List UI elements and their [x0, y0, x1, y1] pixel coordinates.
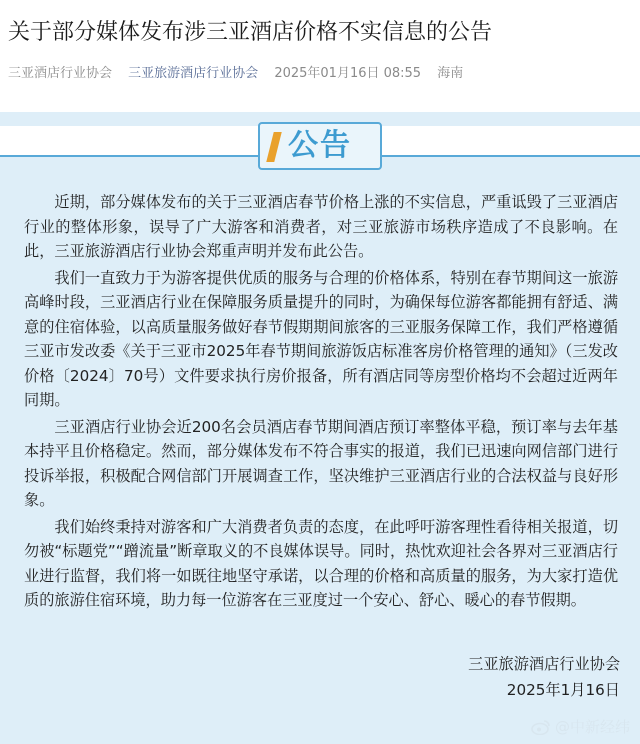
weibo-icon: [531, 719, 551, 735]
source-name[interactable]: 三亚酒店行业协会: [8, 66, 113, 81]
watermark: [531, 716, 630, 737]
paragraph-4: 我们始终秉持对游客和广大消费者负责的态度，在此呼吁游客理性看待相关报道，切勿被“标题党”“蹭流量”断章取义的不良媒体误导。同时，热忱欢迎社会各界对三亚酒店行业进行监督，我们将一如既往地坚守承诺，以合理的价格和高质量的服务，为大家打造优质的旅游住宿环境，助力每一位游客在三亚度过一个安心、舒心、暖心的春节假期。: [24, 517, 618, 609]
banner-rule-right: [382, 155, 640, 157]
publish-datetime: 2025年01月16日 08:55: [274, 66, 422, 81]
paragraph-1: 近期，部分媒体发布的关于三亚酒店春节价格上涨的不实信息，严重诋毁了三亚酒店行业的整体形象，误导了广大游客和消费者，对三亚旅游市场秩序造成了不良影响。在此，三亚旅游酒店行业协会郑重声明并发布此公告。: [24, 193, 618, 260]
banner-label: 公告: [288, 128, 352, 163]
article-meta: [8, 62, 475, 81]
banner-rule-left: [0, 155, 258, 157]
watermark-text: @中新经纬: [554, 718, 630, 736]
notice-banner: [258, 122, 382, 170]
signature-date: 2025年1月16日: [506, 681, 620, 699]
signature-org: 三亚旅游酒店行业协会: [468, 655, 620, 673]
article-title: 关于部分媒体发布涉三亚酒店价格不实信息的公告: [8, 20, 493, 45]
notice-body: [24, 190, 618, 615]
publish-location: 海南: [437, 66, 464, 81]
paragraph-2: 我们一直致力于为游客提供优质的服务与合理的价格体系，特别在春节期间这一旅游高峰时段，三亚酒店行业在保障服务质量提升的同时，为确保每位游客都能拥有舒适、满意的住宿体验，以高质量服务做好春节假期期间旅客的三亚服务保障工作，我们严格遵循三亚市发改委《关于三亚市2025年春节期间旅游饭店标准客房价格管理的通知》（三发改价格〔2024〕70号）文件要求执行房价报备，所有酒店同等房型价格均不会超过近两年同期。: [24, 268, 618, 409]
paragraph-3: 三亚酒店行业协会近200名会员酒店春节期间酒店预订率整体平稳，预订率与去年基本持平且价格稳定。然而，部分媒体发布不符合事实的报道，我们已迅速向网信部门进行投诉举报，积极配合网信部门开展调查工作，坚决维护三亚酒店行业的合法权益与良好形象。: [24, 417, 618, 509]
author-link[interactable]: 三亚旅游酒店行业协会: [128, 66, 259, 81]
